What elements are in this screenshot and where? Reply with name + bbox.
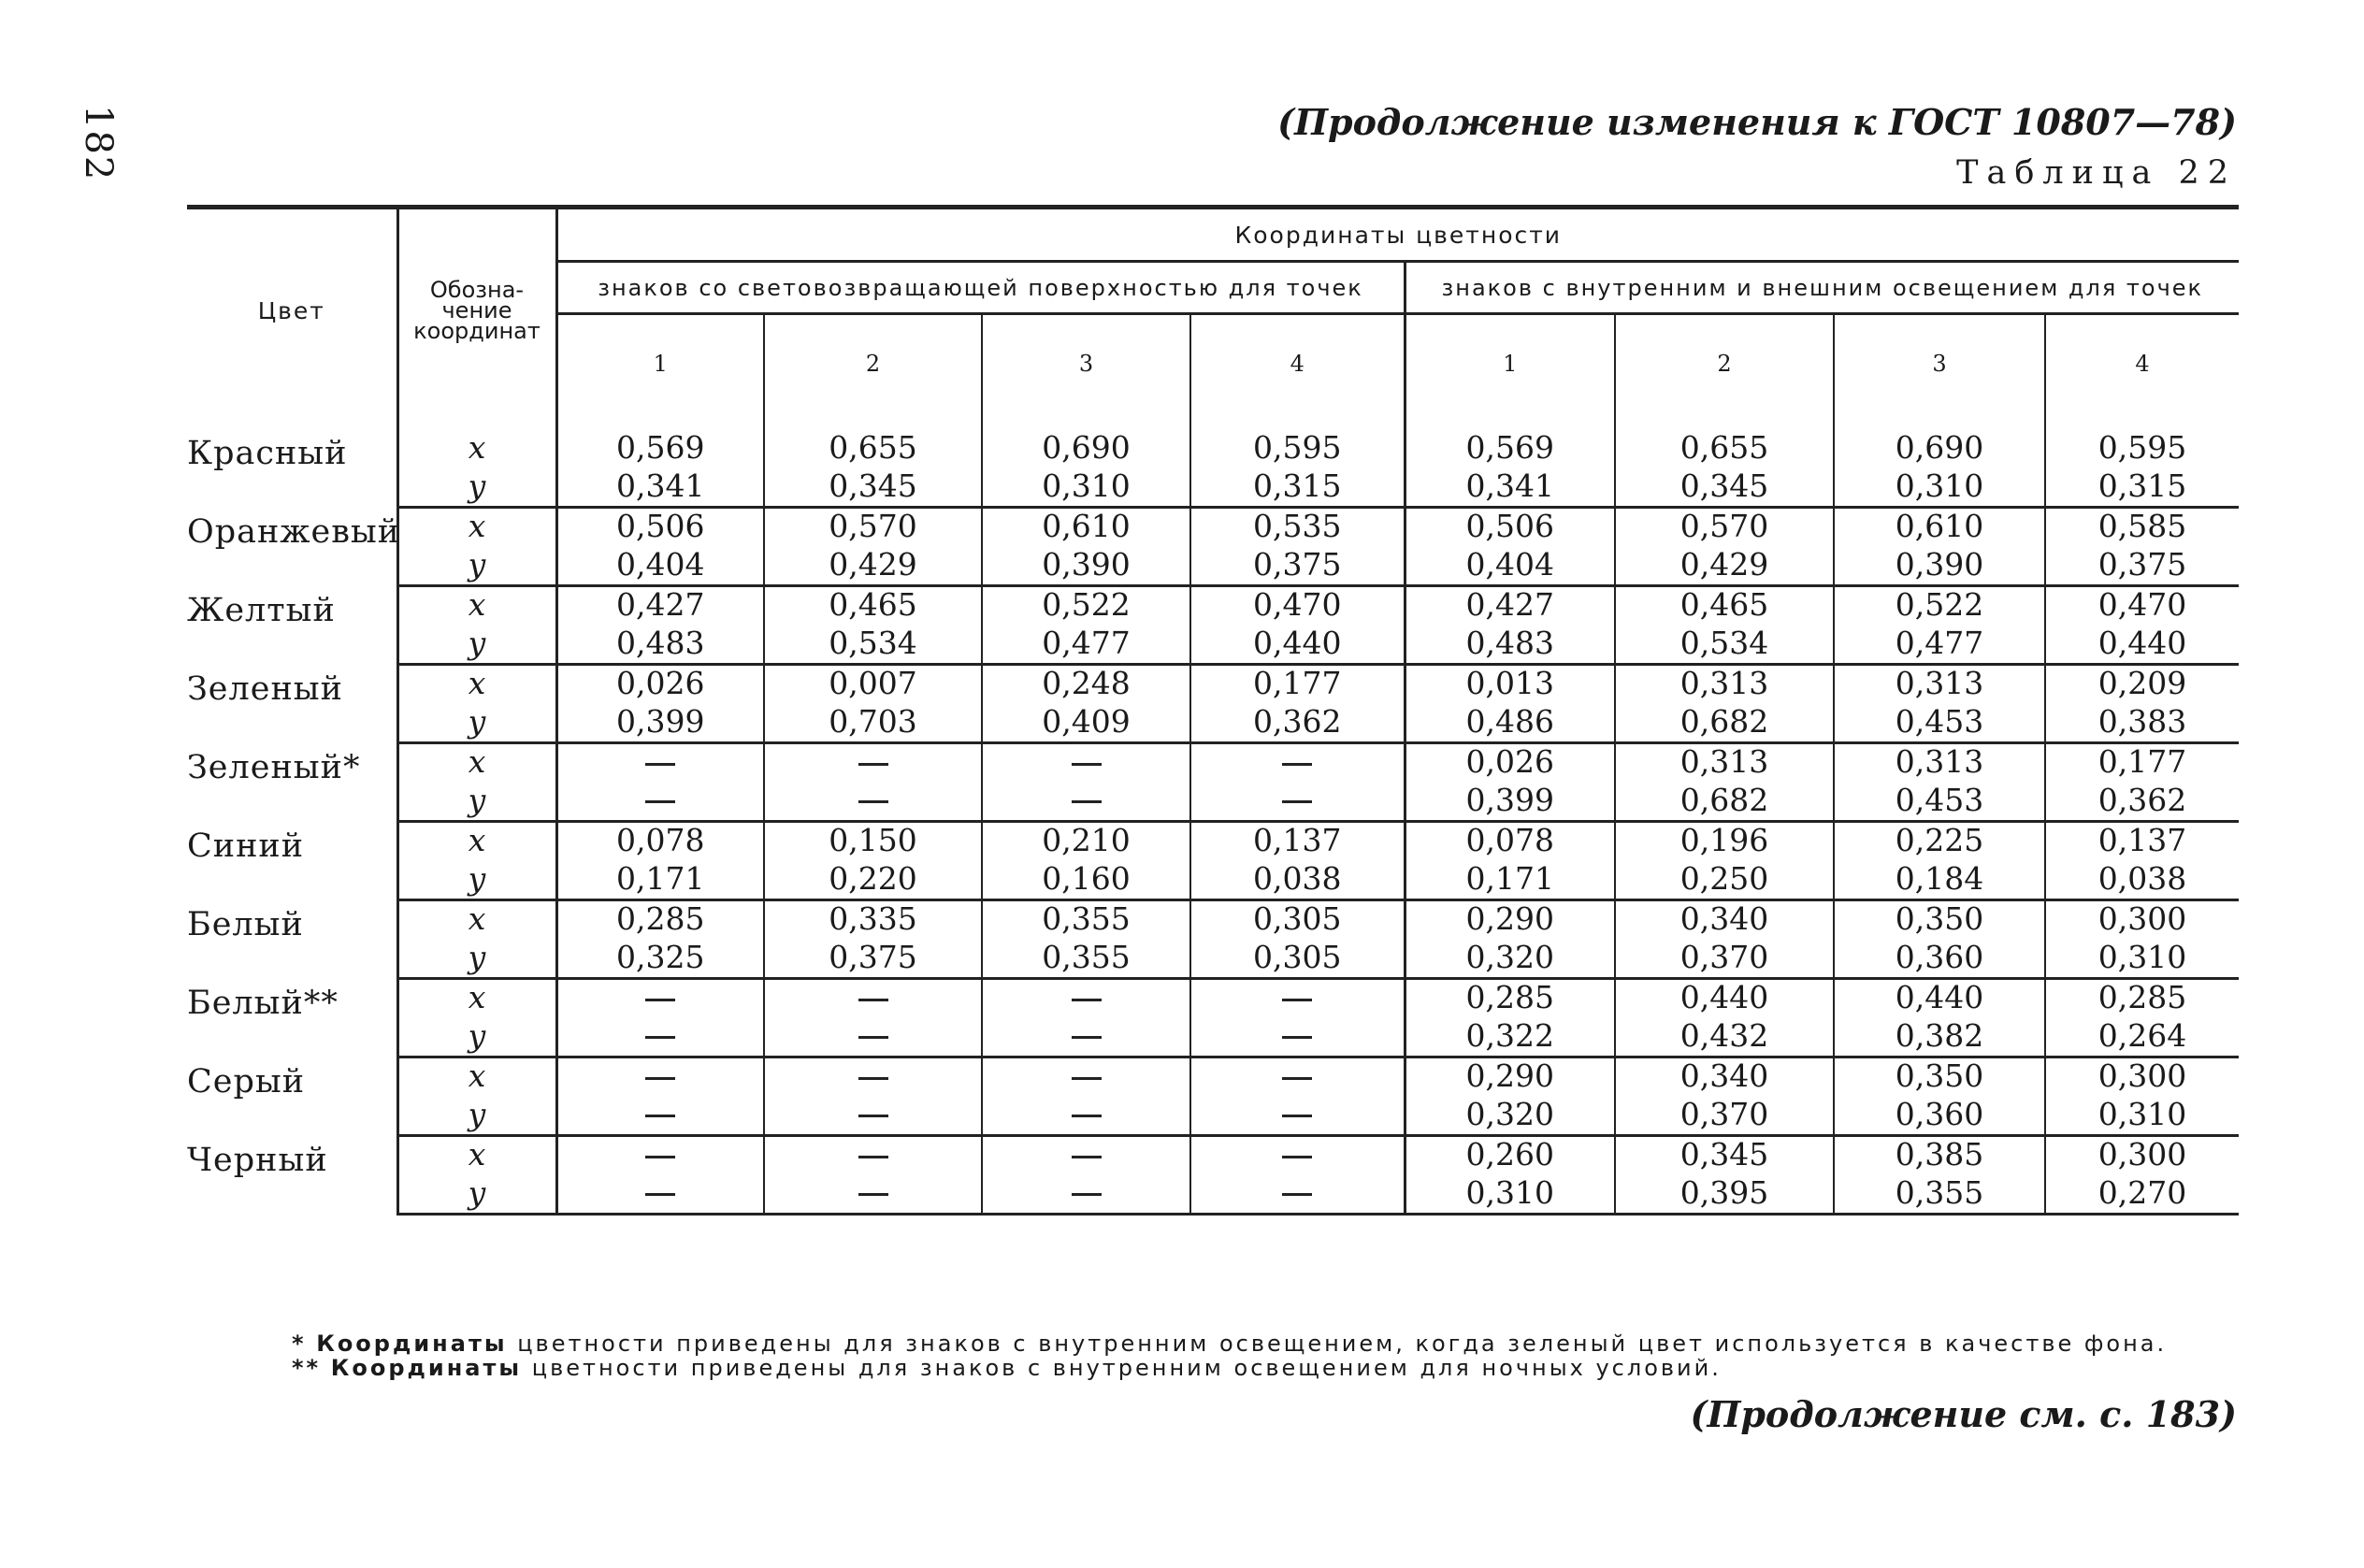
value-cell: 0,305 bbox=[1190, 938, 1405, 979]
value-cell: 0,325 bbox=[556, 938, 764, 979]
value-cell: 0,177 bbox=[2045, 743, 2239, 781]
value-cell: 0,370 bbox=[1615, 938, 1834, 979]
value-cell: 0,038 bbox=[1190, 859, 1405, 900]
page-number: 182 bbox=[77, 105, 120, 182]
table-row bbox=[187, 545, 2239, 586]
coord-label-y: y bbox=[397, 781, 556, 822]
value-cell: 0,399 bbox=[556, 702, 764, 743]
value-cell: 0,595 bbox=[2045, 429, 2239, 467]
value-cell: 0,038 bbox=[2045, 859, 2239, 900]
value-cell: 0,440 bbox=[2045, 624, 2239, 665]
value-cell: 0,320 bbox=[1405, 1095, 1615, 1136]
dash-icon bbox=[858, 1077, 888, 1080]
value-cell: 0,310 bbox=[1834, 467, 2045, 508]
dash-icon bbox=[645, 1036, 675, 1039]
table-row bbox=[187, 1136, 2239, 1173]
value-cell: 0,470 bbox=[1190, 586, 1405, 624]
empty-value bbox=[982, 781, 1190, 822]
value-cell: 0,171 bbox=[556, 859, 764, 900]
value-cell: 0,534 bbox=[764, 624, 982, 665]
value-cell: 0,569 bbox=[556, 429, 764, 467]
value-cell: 0,310 bbox=[982, 467, 1190, 508]
coord-label-x: x bbox=[397, 900, 556, 938]
empty-value bbox=[764, 1016, 982, 1057]
dash-icon bbox=[1072, 1193, 1102, 1196]
value-cell: 0,427 bbox=[1405, 586, 1615, 624]
table-row bbox=[187, 938, 2239, 979]
value-cell: 0,360 bbox=[1834, 938, 2045, 979]
value-cell: 0,399 bbox=[1405, 781, 1615, 822]
value-cell: 0,362 bbox=[1190, 702, 1405, 743]
value-cell: 0,610 bbox=[982, 508, 1190, 545]
dash-icon bbox=[645, 999, 675, 1001]
value-cell: 0,355 bbox=[982, 938, 1190, 979]
coord-label-x: x bbox=[397, 1136, 556, 1173]
dash-icon bbox=[858, 999, 888, 1001]
value-cell: 0,409 bbox=[982, 702, 1190, 743]
coord-label-x: x bbox=[397, 508, 556, 545]
value-cell: 0,310 bbox=[2045, 938, 2239, 979]
value-cell: 0,285 bbox=[2045, 979, 2239, 1016]
dash-icon bbox=[1072, 763, 1102, 766]
footnote-2-marker: ** bbox=[292, 1355, 322, 1381]
value-cell: 0,250 bbox=[1615, 859, 1834, 900]
value-cell: 0,382 bbox=[1834, 1016, 2045, 1057]
color-name: Белый bbox=[187, 905, 304, 943]
dash-icon bbox=[1282, 1036, 1312, 1039]
value-cell: 0,310 bbox=[1405, 1173, 1615, 1215]
dash-icon bbox=[858, 1036, 888, 1039]
dash-icon bbox=[1282, 1077, 1312, 1080]
value-cell: 0,313 bbox=[1834, 743, 2045, 781]
value-cell: 0,160 bbox=[982, 859, 1190, 900]
table-label: Таблица 22 bbox=[1956, 154, 2237, 192]
empty-value bbox=[1190, 1095, 1405, 1136]
value-cell: 0,184 bbox=[1834, 859, 2045, 900]
value-cell: 0,350 bbox=[1834, 900, 2045, 938]
table-row bbox=[187, 429, 2239, 467]
color-name: Синий bbox=[187, 827, 305, 865]
value-cell: 0,285 bbox=[1405, 979, 1615, 1016]
table-row bbox=[187, 1095, 2239, 1136]
color-name: Красный bbox=[187, 434, 348, 472]
value-cell: 0,320 bbox=[1405, 938, 1615, 979]
empty-value bbox=[556, 1057, 764, 1095]
value-cell: 0,360 bbox=[1834, 1095, 2045, 1136]
value-cell: 0,026 bbox=[556, 665, 764, 702]
value-cell: 0,483 bbox=[1405, 624, 1615, 665]
value-cell: 0,534 bbox=[1615, 624, 1834, 665]
value-cell: 0,264 bbox=[2045, 1016, 2239, 1057]
value-cell: 0,196 bbox=[1615, 822, 1834, 859]
table-row bbox=[187, 467, 2239, 508]
empty-value bbox=[1190, 743, 1405, 781]
value-cell: 0,655 bbox=[764, 429, 982, 467]
table-header bbox=[187, 208, 2239, 412]
value-cell: 0,453 bbox=[1834, 781, 2045, 822]
empty-value bbox=[764, 743, 982, 781]
dash-icon bbox=[645, 763, 675, 766]
table-row bbox=[187, 508, 2239, 545]
header-color: Цвет bbox=[257, 296, 325, 324]
footnote-1-text: цветности приведены для знаков с внутренним освещением, когда зеленый цвет используется в качестве фона. bbox=[517, 1331, 2168, 1357]
value-cell: 0,535 bbox=[1190, 508, 1405, 545]
coord-label-x: x bbox=[397, 429, 556, 467]
table-row bbox=[187, 665, 2239, 702]
header-chromaticity: Координаты цветности bbox=[556, 208, 2239, 262]
value-cell: 0,345 bbox=[1615, 467, 1834, 508]
value-cell: 0,341 bbox=[556, 467, 764, 508]
color-name: Серый bbox=[187, 1062, 306, 1100]
value-cell: 0,285 bbox=[556, 900, 764, 938]
empty-value bbox=[1190, 1136, 1405, 1173]
continued-note: (Продолжение см. с. 183) bbox=[1690, 1393, 2237, 1435]
empty-value bbox=[556, 781, 764, 822]
value-cell: 0,313 bbox=[1615, 743, 1834, 781]
value-cell: 0,427 bbox=[556, 586, 764, 624]
table-row bbox=[187, 1016, 2239, 1057]
value-cell: 0,390 bbox=[982, 545, 1190, 586]
empty-value bbox=[982, 1016, 1190, 1057]
value-cell: 0,465 bbox=[1615, 586, 1834, 624]
header-designation: Обозна- чение координат bbox=[397, 208, 556, 412]
value-cell: 0,341 bbox=[1405, 467, 1615, 508]
dash-icon bbox=[1282, 999, 1312, 1001]
value-cell: 0,313 bbox=[1615, 665, 1834, 702]
continuation-header: (Продолжение изменения к ГОСТ 10807—78) bbox=[1277, 101, 2237, 143]
header-retroreflective: знаков со световозвращающей поверхностью для точек bbox=[556, 262, 1405, 314]
table-body bbox=[187, 412, 2239, 1215]
empty-value bbox=[764, 979, 982, 1016]
dash-icon bbox=[1282, 1193, 1312, 1196]
value-cell: 0,690 bbox=[982, 429, 1190, 467]
value-cell: 0,506 bbox=[1405, 508, 1615, 545]
value-cell: 0,290 bbox=[1405, 900, 1615, 938]
value-cell: 0,522 bbox=[982, 586, 1190, 624]
value-cell: 0,270 bbox=[2045, 1173, 2239, 1215]
empty-value bbox=[764, 781, 982, 822]
table-row bbox=[187, 702, 2239, 743]
value-cell: 0,585 bbox=[2045, 508, 2239, 545]
value-cell: 0,210 bbox=[982, 822, 1190, 859]
empty-value bbox=[556, 1016, 764, 1057]
value-cell: 0,177 bbox=[1190, 665, 1405, 702]
value-cell: 0,310 bbox=[2045, 1095, 2239, 1136]
empty-value bbox=[764, 1173, 982, 1215]
value-cell: 0,703 bbox=[764, 702, 982, 743]
value-cell: 0,429 bbox=[764, 545, 982, 586]
table-row bbox=[187, 900, 2239, 938]
value-cell: 0,322 bbox=[1405, 1016, 1615, 1057]
value-cell: 0,440 bbox=[1190, 624, 1405, 665]
footnote-1 bbox=[292, 1331, 2167, 1357]
value-cell: 0,470 bbox=[2045, 586, 2239, 624]
table-row bbox=[187, 743, 2239, 781]
dash-icon bbox=[1072, 1115, 1102, 1117]
empty-value bbox=[982, 743, 1190, 781]
coord-label-y: y bbox=[397, 938, 556, 979]
empty-value bbox=[1190, 781, 1405, 822]
header-point-illum-4: 4 bbox=[2045, 314, 2239, 412]
value-cell: 0,225 bbox=[1834, 822, 2045, 859]
value-cell: 0,477 bbox=[982, 624, 1190, 665]
value-cell: 0,404 bbox=[1405, 545, 1615, 586]
header-point-retro-3: 3 bbox=[982, 314, 1190, 412]
header-point-retro-4: 4 bbox=[1190, 314, 1405, 412]
value-cell: 0,477 bbox=[1834, 624, 2045, 665]
coord-label-y: y bbox=[397, 702, 556, 743]
coord-label-x: x bbox=[397, 822, 556, 859]
value-cell: 0,595 bbox=[1190, 429, 1405, 467]
dash-icon bbox=[1072, 800, 1102, 803]
value-cell: 0,486 bbox=[1405, 702, 1615, 743]
value-cell: 0,440 bbox=[1615, 979, 1834, 1016]
coord-label-y: y bbox=[397, 1095, 556, 1136]
coord-label-y: y bbox=[397, 467, 556, 508]
dash-icon bbox=[645, 800, 675, 803]
value-cell: 0,248 bbox=[982, 665, 1190, 702]
header-point-illum-1: 1 bbox=[1405, 314, 1615, 412]
dash-icon bbox=[645, 1115, 675, 1117]
value-cell: 0,340 bbox=[1615, 900, 1834, 938]
value-cell: 0,137 bbox=[2045, 822, 2239, 859]
value-cell: 0,340 bbox=[1615, 1057, 1834, 1095]
dash-icon bbox=[1282, 1156, 1312, 1158]
color-name: Желтый bbox=[187, 591, 336, 629]
table-row bbox=[187, 781, 2239, 822]
dash-icon bbox=[858, 800, 888, 803]
value-cell: 0,483 bbox=[556, 624, 764, 665]
empty-value bbox=[556, 1173, 764, 1215]
dash-icon bbox=[1282, 1115, 1312, 1117]
value-cell: 0,078 bbox=[556, 822, 764, 859]
value-cell: 0,355 bbox=[982, 900, 1190, 938]
empty-value bbox=[556, 1095, 764, 1136]
value-cell: 0,220 bbox=[764, 859, 982, 900]
value-cell: 0,260 bbox=[1405, 1136, 1615, 1173]
value-cell: 0,007 bbox=[764, 665, 982, 702]
table-row bbox=[187, 1057, 2239, 1095]
value-cell: 0,355 bbox=[1834, 1173, 2045, 1215]
empty-value bbox=[556, 1136, 764, 1173]
value-cell: 0,345 bbox=[1615, 1136, 1834, 1173]
value-cell: 0,313 bbox=[1834, 665, 2045, 702]
empty-value bbox=[982, 1057, 1190, 1095]
value-cell: 0,362 bbox=[2045, 781, 2239, 822]
empty-value bbox=[982, 979, 1190, 1016]
coord-label-y: y bbox=[397, 624, 556, 665]
header-point-illum-3: 3 bbox=[1834, 314, 2045, 412]
color-name: Белый** bbox=[187, 984, 339, 1022]
coord-label-y: y bbox=[397, 1016, 556, 1057]
coord-label-x: x bbox=[397, 586, 556, 624]
coord-label-x: x bbox=[397, 743, 556, 781]
value-cell: 0,300 bbox=[2045, 1136, 2239, 1173]
empty-value bbox=[1190, 1173, 1405, 1215]
color-name: Оранжевый bbox=[187, 512, 401, 551]
value-cell: 0,375 bbox=[2045, 545, 2239, 586]
value-cell: 0,026 bbox=[1405, 743, 1615, 781]
footnote-2 bbox=[292, 1355, 1722, 1381]
table-row bbox=[187, 586, 2239, 624]
value-cell: 0,385 bbox=[1834, 1136, 2045, 1173]
value-cell: 0,453 bbox=[1834, 702, 2045, 743]
dash-icon bbox=[1072, 1077, 1102, 1080]
value-cell: 0,300 bbox=[2045, 1057, 2239, 1095]
dash-icon bbox=[858, 1193, 888, 1196]
dash-icon bbox=[1072, 999, 1102, 1001]
coord-label-y: y bbox=[397, 1173, 556, 1215]
empty-value bbox=[982, 1095, 1190, 1136]
empty-value bbox=[556, 743, 764, 781]
value-cell: 0,506 bbox=[556, 508, 764, 545]
dash-icon bbox=[645, 1156, 675, 1158]
value-cell: 0,682 bbox=[1615, 702, 1834, 743]
value-cell: 0,522 bbox=[1834, 586, 2045, 624]
value-cell: 0,690 bbox=[1834, 429, 2045, 467]
value-cell: 0,440 bbox=[1834, 979, 2045, 1016]
header-illuminated: знаков с внутренним и внешним освещением для точек bbox=[1405, 262, 2239, 314]
value-cell: 0,150 bbox=[764, 822, 982, 859]
value-cell: 0,335 bbox=[764, 900, 982, 938]
value-cell: 0,375 bbox=[1190, 545, 1405, 586]
header-point-illum-2: 2 bbox=[1615, 314, 1834, 412]
empty-value bbox=[1190, 979, 1405, 1016]
value-cell: 0,300 bbox=[2045, 900, 2239, 938]
coord-label-y: y bbox=[397, 859, 556, 900]
coord-label-x: x bbox=[397, 979, 556, 1016]
value-cell: 0,315 bbox=[2045, 467, 2239, 508]
value-cell: 0,429 bbox=[1615, 545, 1834, 586]
value-cell: 0,465 bbox=[764, 586, 982, 624]
value-cell: 0,345 bbox=[764, 467, 982, 508]
dash-icon bbox=[645, 1077, 675, 1080]
value-cell: 0,350 bbox=[1834, 1057, 2045, 1095]
empty-value bbox=[982, 1173, 1190, 1215]
value-cell: 0,404 bbox=[556, 545, 764, 586]
coord-label-y: y bbox=[397, 545, 556, 586]
value-cell: 0,655 bbox=[1615, 429, 1834, 467]
empty-value bbox=[764, 1057, 982, 1095]
coord-label-x: x bbox=[397, 665, 556, 702]
table-row bbox=[187, 1173, 2239, 1215]
value-cell: 0,375 bbox=[764, 938, 982, 979]
table-row bbox=[187, 979, 2239, 1016]
color-name: Зеленый bbox=[187, 669, 343, 708]
value-cell: 0,137 bbox=[1190, 822, 1405, 859]
value-cell: 0,682 bbox=[1615, 781, 1834, 822]
header-point-retro-1: 1 bbox=[556, 314, 764, 412]
value-cell: 0,610 bbox=[1834, 508, 2045, 545]
value-cell: 0,569 bbox=[1405, 429, 1615, 467]
table-row bbox=[187, 822, 2239, 859]
value-cell: 0,570 bbox=[1615, 508, 1834, 545]
empty-value bbox=[1190, 1016, 1405, 1057]
dash-icon bbox=[858, 1115, 888, 1117]
footnote-2-text: цветности приведены для знаков с внутренним освещением для ночных условий. bbox=[531, 1355, 1722, 1381]
chromaticity-table bbox=[187, 205, 2239, 1216]
dash-icon bbox=[1072, 1156, 1102, 1158]
value-cell: 0,370 bbox=[1615, 1095, 1834, 1136]
color-name: Черный bbox=[187, 1141, 328, 1179]
footnote-1-marker: * bbox=[292, 1331, 307, 1357]
empty-value bbox=[764, 1136, 982, 1173]
value-cell: 0,171 bbox=[1405, 859, 1615, 900]
table-row bbox=[187, 624, 2239, 665]
dash-icon bbox=[1282, 800, 1312, 803]
header-point-retro-2: 2 bbox=[764, 314, 982, 412]
table-row bbox=[187, 859, 2239, 900]
dash-icon bbox=[1282, 763, 1312, 766]
empty-value bbox=[764, 1095, 982, 1136]
dash-icon bbox=[858, 1156, 888, 1158]
value-cell: 0,570 bbox=[764, 508, 982, 545]
value-cell: 0,013 bbox=[1405, 665, 1615, 702]
value-cell: 0,395 bbox=[1615, 1173, 1834, 1215]
empty-value bbox=[556, 979, 764, 1016]
value-cell: 0,305 bbox=[1190, 900, 1405, 938]
dash-icon bbox=[858, 763, 888, 766]
value-cell: 0,390 bbox=[1834, 545, 2045, 586]
value-cell: 0,432 bbox=[1615, 1016, 1834, 1057]
empty-value bbox=[982, 1136, 1190, 1173]
footnote-1-lead: Координаты bbox=[316, 1331, 508, 1357]
value-cell: 0,315 bbox=[1190, 467, 1405, 508]
dash-icon bbox=[645, 1193, 675, 1196]
footnote-2-lead: Координаты bbox=[330, 1355, 523, 1381]
color-name: Зеленый* bbox=[187, 748, 361, 786]
value-cell: 0,290 bbox=[1405, 1057, 1615, 1095]
coord-label-x: x bbox=[397, 1057, 556, 1095]
empty-value bbox=[1190, 1057, 1405, 1095]
value-cell: 0,383 bbox=[2045, 702, 2239, 743]
dash-icon bbox=[1072, 1036, 1102, 1039]
value-cell: 0,078 bbox=[1405, 822, 1615, 859]
value-cell: 0,209 bbox=[2045, 665, 2239, 702]
